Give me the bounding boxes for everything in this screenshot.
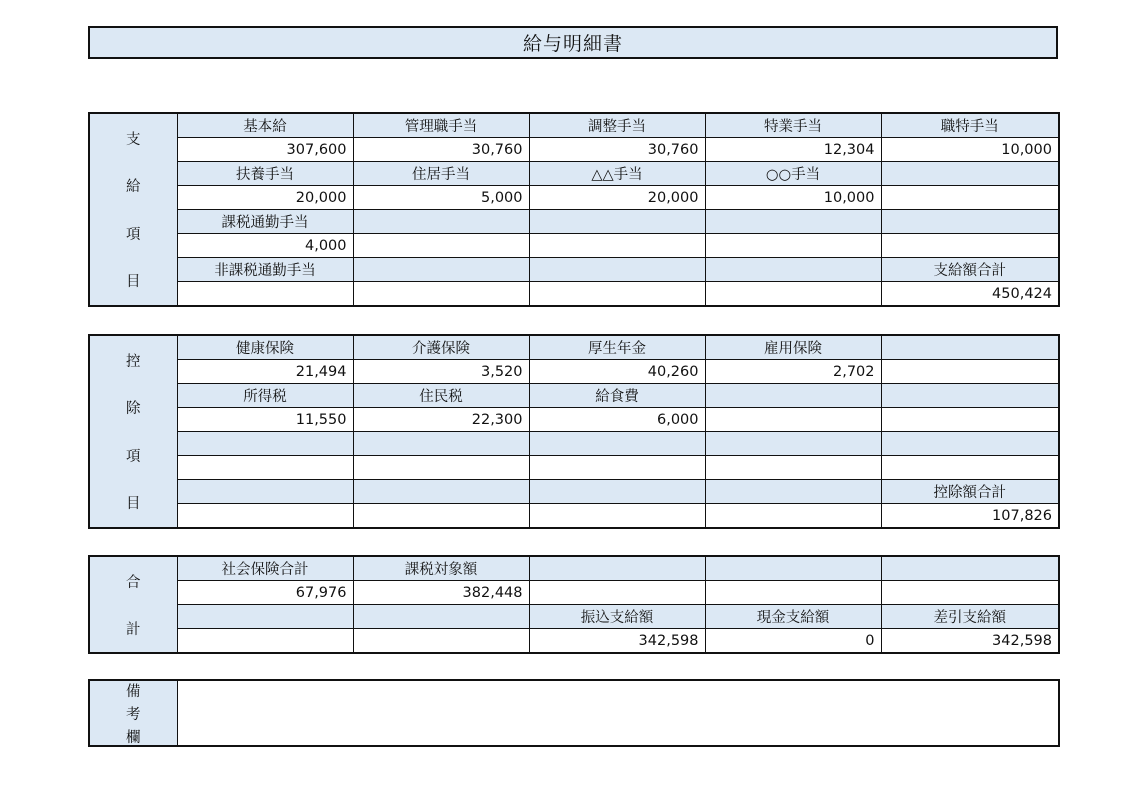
item-header (529, 210, 705, 234)
item-value (529, 234, 705, 258)
side-char: 計 (126, 621, 141, 638)
item-value: 2,702 (705, 360, 881, 384)
item-header (177, 480, 353, 504)
item-value: 10,000 (881, 138, 1059, 162)
totals-side-label (89, 556, 177, 653)
notes-side-label (89, 680, 177, 746)
side-char: 目 (126, 496, 141, 513)
side-char: 考 (126, 706, 141, 723)
item-value (705, 282, 881, 307)
item-header (705, 384, 881, 408)
item-header: △△手当 (529, 162, 705, 186)
deductions-table (88, 334, 1060, 529)
item-header: 職特手当 (881, 113, 1059, 138)
item-header (705, 432, 881, 456)
payment-total-value: 450,424 (881, 282, 1059, 307)
item-value: 12,304 (705, 138, 881, 162)
item-header: 非課税通勤手当 (177, 258, 353, 282)
item-value (881, 581, 1059, 605)
item-header (529, 258, 705, 282)
notes-table (88, 679, 1060, 747)
item-value (177, 504, 353, 529)
item-header: 社会保険合計 (177, 556, 353, 581)
item-header (881, 335, 1059, 360)
item-value: 30,760 (529, 138, 705, 162)
item-value: 6,000 (529, 408, 705, 432)
side-char: 合 (126, 574, 141, 591)
item-value: 21,494 (177, 360, 353, 384)
side-char: 給 (126, 179, 141, 196)
item-header: 課税対象額 (353, 556, 529, 581)
totals-table (88, 555, 1060, 654)
item-header: 住民税 (353, 384, 529, 408)
side-char: 支 (126, 131, 141, 148)
item-header (353, 210, 529, 234)
item-header: ○○手当 (705, 162, 881, 186)
net-pay-value: 342,598 (881, 629, 1059, 654)
payment-total-header: 支給額合計 (881, 258, 1059, 282)
item-header (529, 480, 705, 504)
side-char: 控 (126, 353, 141, 370)
side-char: 目 (126, 274, 141, 291)
item-header: 健康保険 (177, 335, 353, 360)
item-header (177, 605, 353, 629)
net-pay-header: 差引支給額 (881, 605, 1059, 629)
item-header: 扶養手当 (177, 162, 353, 186)
item-header (881, 162, 1059, 186)
item-value (881, 456, 1059, 480)
item-value: 67,976 (177, 581, 353, 605)
deductions-side-label (89, 335, 177, 528)
item-header: 基本給 (177, 113, 353, 138)
item-value (881, 408, 1059, 432)
item-value (353, 456, 529, 480)
item-header: 住居手当 (353, 162, 529, 186)
item-header (881, 432, 1059, 456)
item-header (353, 480, 529, 504)
item-value (353, 234, 529, 258)
item-header: 課税通勤手当 (177, 210, 353, 234)
item-value: 307,600 (177, 138, 353, 162)
item-value (705, 581, 881, 605)
item-value: 40,260 (529, 360, 705, 384)
payments-side-label (89, 113, 177, 306)
item-value: 382,448 (353, 581, 529, 605)
item-header (353, 432, 529, 456)
item-value (177, 456, 353, 480)
item-header: 調整手当 (529, 113, 705, 138)
item-header: 特業手当 (705, 113, 881, 138)
item-header (705, 210, 881, 234)
side-char: 除 (126, 401, 141, 418)
item-header: 給食費 (529, 384, 705, 408)
item-value (353, 629, 529, 654)
item-value (177, 629, 353, 654)
item-value: 11,550 (177, 408, 353, 432)
item-header: 介護保険 (353, 335, 529, 360)
item-header (705, 258, 881, 282)
item-value (177, 282, 353, 307)
document-title: 給与明細書 (88, 26, 1058, 59)
item-value (705, 504, 881, 529)
item-header: 所得税 (177, 384, 353, 408)
item-header (881, 210, 1059, 234)
deduction-total-header: 控除額合計 (881, 480, 1059, 504)
item-value: 5,000 (353, 186, 529, 210)
side-char: 欄 (126, 729, 141, 746)
item-header: 厚生年金 (529, 335, 705, 360)
item-header (529, 432, 705, 456)
item-header (705, 480, 881, 504)
side-char: 備 (126, 683, 141, 700)
item-value (881, 186, 1059, 210)
item-value: 30,760 (353, 138, 529, 162)
item-value: 4,000 (177, 234, 353, 258)
item-value: 342,598 (529, 629, 705, 654)
item-value (353, 282, 529, 307)
item-header: 雇用保険 (705, 335, 881, 360)
item-value (881, 360, 1059, 384)
item-value: 3,520 (353, 360, 529, 384)
item-value (705, 408, 881, 432)
item-header: 振込支給額 (529, 605, 705, 629)
side-char: 項 (126, 226, 141, 243)
payments-table (88, 112, 1060, 307)
item-header: 管理職手当 (353, 113, 529, 138)
item-header (177, 432, 353, 456)
item-value (705, 234, 881, 258)
item-header (881, 556, 1059, 581)
item-value: 22,300 (353, 408, 529, 432)
item-value: 20,000 (177, 186, 353, 210)
item-header (881, 384, 1059, 408)
item-value: 20,000 (529, 186, 705, 210)
item-value (353, 504, 529, 529)
item-value (529, 504, 705, 529)
item-value (529, 456, 705, 480)
item-value (881, 234, 1059, 258)
item-header (353, 258, 529, 282)
item-value: 10,000 (705, 186, 881, 210)
item-value (529, 581, 705, 605)
item-header: 現金支給額 (705, 605, 881, 629)
item-header (353, 605, 529, 629)
notes-content[interactable] (177, 680, 1059, 746)
deduction-total-value: 107,826 (881, 504, 1059, 529)
item-header (705, 556, 881, 581)
item-value (705, 456, 881, 480)
item-value (529, 282, 705, 307)
item-value: 0 (705, 629, 881, 654)
item-header (529, 556, 705, 581)
side-char: 項 (126, 448, 141, 465)
